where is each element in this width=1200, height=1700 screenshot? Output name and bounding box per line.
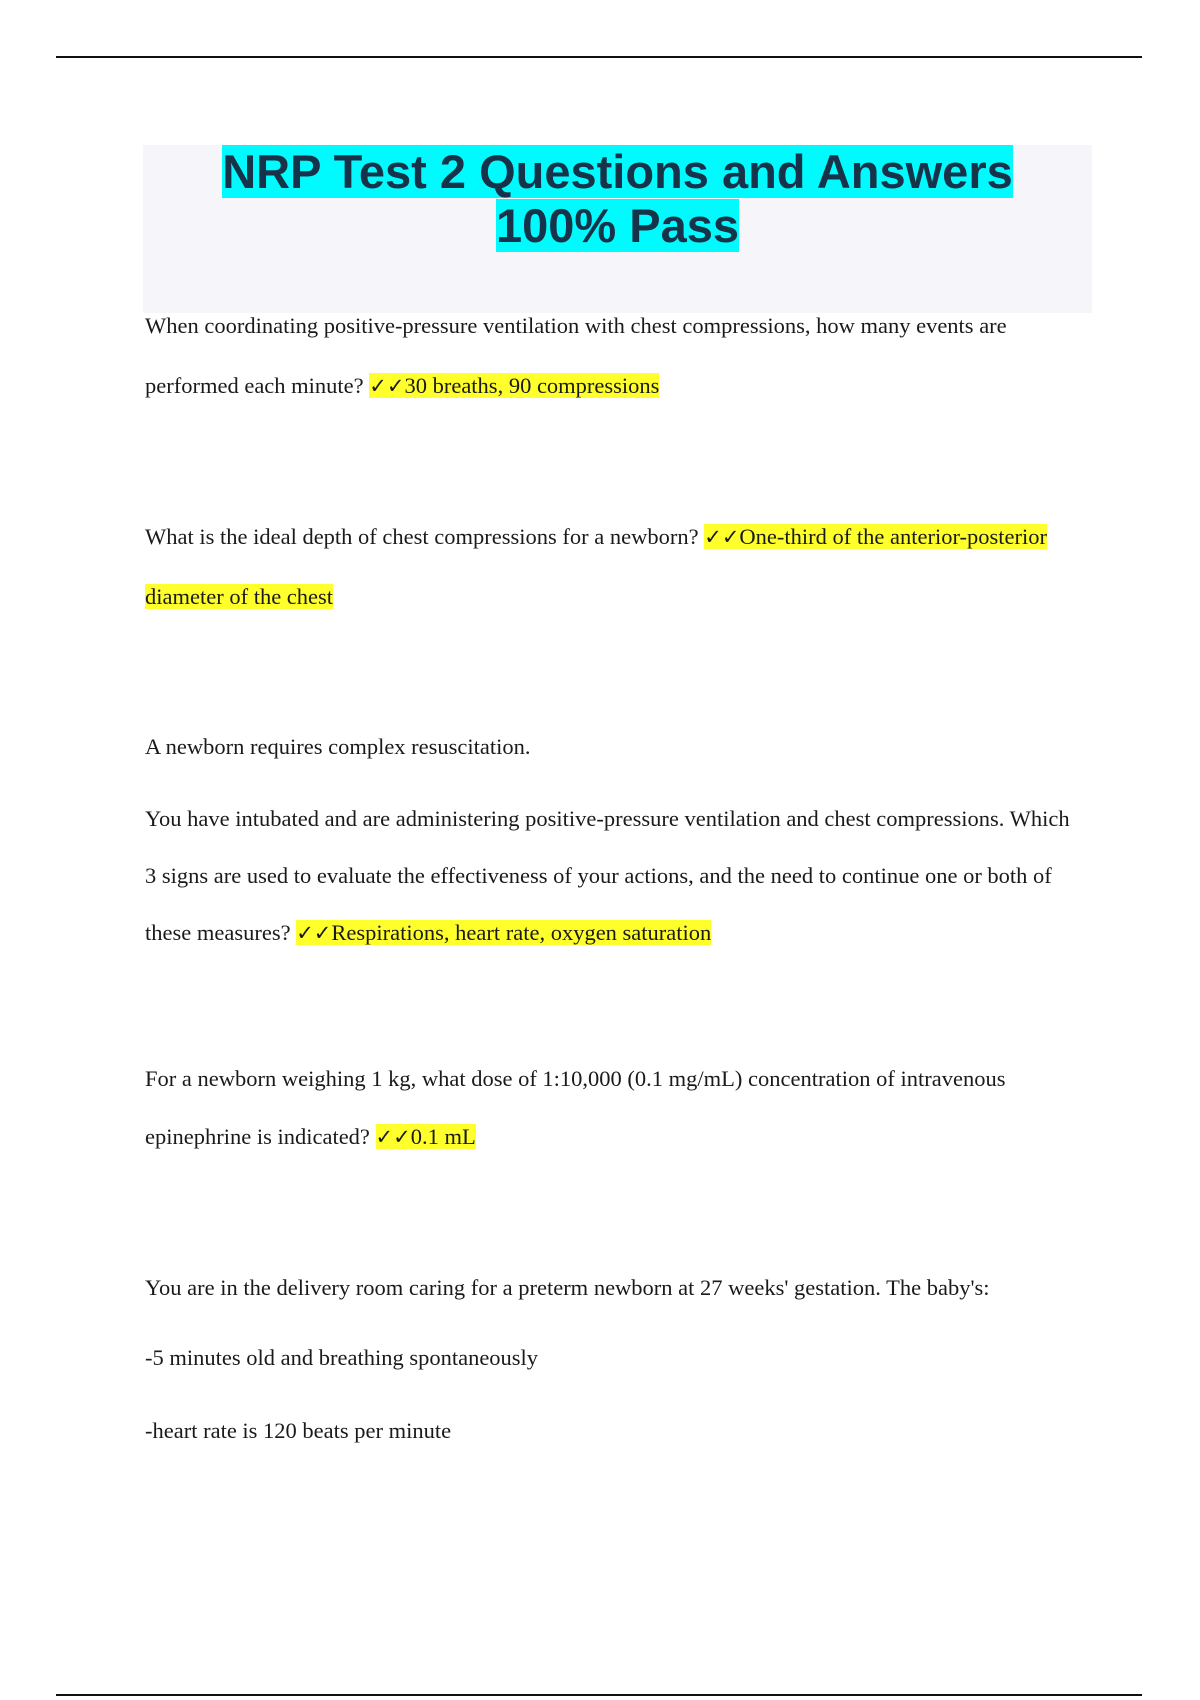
answer-text: Respirations, heart rate, oxygen saturation — [331, 920, 712, 945]
double-check-icon: ✓✓ — [375, 1125, 411, 1149]
answer-text: One-third of the anterior-posterior diameter of the chest — [145, 524, 1047, 609]
intro-text: A newborn requires complex resuscitation. — [145, 734, 531, 759]
question-text: For a newborn weighing 1 kg, what dose of 1:10,000 (0.1 mg/mL) concentration of intravenous epinephrine is indicated? — [145, 1066, 1006, 1149]
qa-paragraph — [145, 790, 1085, 962]
qa-item-3 — [145, 790, 1085, 962]
answer-text: 0.1 mL — [410, 1124, 476, 1149]
qa-item-2 — [145, 507, 1085, 627]
title-banner — [143, 145, 1092, 313]
answer-highlight — [296, 920, 711, 945]
question-text: When coordinating positive-pressure ventilation with chest compressions, how many events are performed each minute? — [145, 313, 1007, 398]
detail-line: -5 minutes old and breathing spontaneously — [145, 1345, 539, 1370]
answer-text: 30 breaths, 90 compressions — [404, 373, 660, 398]
top-rule — [56, 56, 1142, 58]
qa-item-4 — [145, 1050, 1085, 1166]
title-line-2: 100% Pass — [495, 199, 740, 252]
double-check-icon: ✓✓ — [296, 921, 332, 945]
answer-highlight — [369, 373, 659, 398]
qa-item-5-intro — [145, 1268, 1085, 1308]
qa-paragraph — [145, 507, 1085, 627]
qa-item-1 — [145, 296, 1085, 416]
double-check-icon: ✓✓ — [369, 374, 405, 398]
answer-highlight — [376, 1124, 476, 1149]
bottom-rule — [56, 1694, 1142, 1696]
title-line-1: NRP Test 2 Questions and Answers — [222, 145, 1013, 198]
intro-text: You are in the delivery room caring for a preterm newborn at 27 weeks' gestation. The baby's: — [145, 1275, 990, 1300]
double-check-icon: ✓✓ — [704, 525, 740, 549]
detail-line: -heart rate is 120 beats per minute — [145, 1418, 452, 1443]
qa-item-5-line-1 — [145, 1338, 1085, 1378]
question-text: You have intubated and are administering positive-pressure ventilation and chest compressions. Which 3 signs are used to evaluate the effectiveness of your actions, and the need to continue one or both of these measures? — [145, 806, 1070, 945]
page-title — [143, 145, 1092, 253]
question-text: What is the ideal depth of chest compressions for a newborn? — [145, 524, 705, 549]
qa-paragraph — [145, 296, 1085, 416]
qa-item-3-intro — [145, 727, 1085, 767]
qa-paragraph — [145, 1050, 1085, 1166]
qa-item-5-line-2 — [145, 1411, 1085, 1451]
